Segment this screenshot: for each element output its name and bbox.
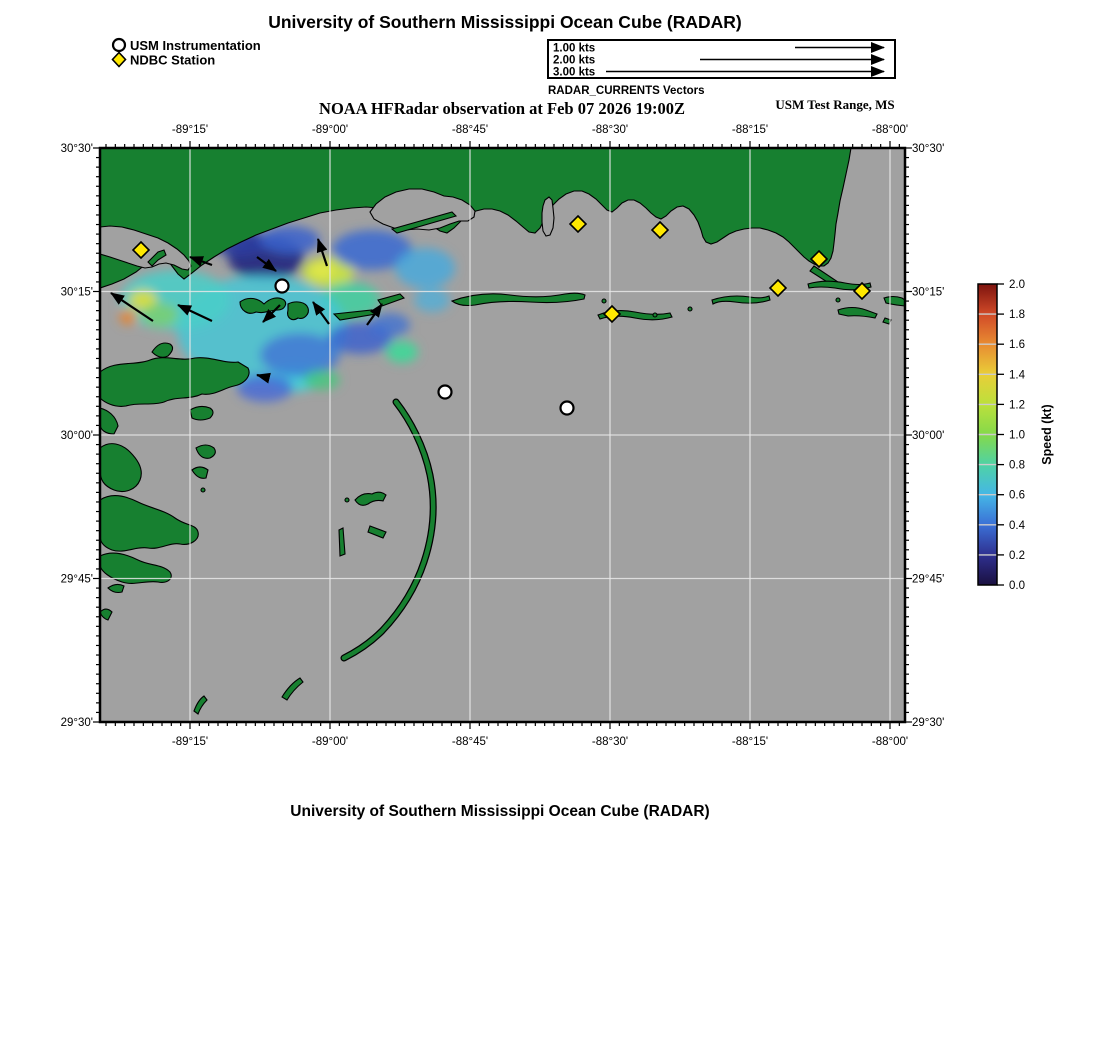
marsh	[190, 406, 213, 420]
y-axis-label-right: 29°45'	[912, 573, 945, 586]
colorbar-tick-label: 0.6	[1009, 489, 1025, 502]
vector-caption: RADAR_CURRENTS Vectors	[548, 85, 705, 97]
islet-dot	[602, 299, 606, 303]
colorbar-tick-label: 2.0	[1009, 279, 1025, 291]
usm-station-marker	[276, 280, 289, 293]
vector-scale-label-2: 2.00 kts	[553, 54, 596, 67]
footer-title: University of Southern Mississippi Ocean Cube (RADAR)	[290, 803, 710, 820]
x-axis-label-top: -88°30'	[591, 124, 629, 136]
x-axis-label-top: -89°00'	[311, 124, 349, 136]
islet-dot	[688, 307, 692, 311]
x-axis-label-bottom: -89°15'	[171, 736, 209, 748]
colorbar-tick-label: 1.0	[1009, 429, 1025, 442]
islet-dot	[836, 298, 840, 302]
islet-dot	[345, 498, 349, 502]
island	[288, 302, 309, 320]
inlet	[542, 197, 554, 236]
y-axis-label-right: 30°30'	[912, 143, 945, 155]
x-axis-label-bottom: -89°00'	[311, 736, 349, 748]
colorbar-tick-label: 1.6	[1009, 339, 1025, 352]
colorbar-tick-label: 0.8	[1009, 459, 1025, 472]
usm-instrumentation-icon	[113, 39, 125, 51]
y-axis-label-left: 30°30'	[60, 143, 93, 155]
colorbar	[978, 279, 1054, 592]
vector-scale-label-3: 3.00 kts	[553, 66, 596, 79]
x-axis-label-bottom: -88°45'	[451, 736, 489, 748]
vector-scale-label-1: 1.00 kts	[553, 42, 596, 55]
x-axis-label-top: -89°15'	[171, 124, 209, 136]
colorbar-tick-label: 1.4	[1009, 369, 1025, 382]
y-axis-label-right: 30°15'	[912, 286, 945, 299]
field-blob	[119, 309, 137, 325]
y-axis-label-left: 30°00'	[60, 430, 93, 442]
test-range-label: USM Test Range, MS	[775, 97, 895, 112]
vector-scale-box	[548, 40, 895, 79]
islet-dot	[653, 313, 657, 317]
x-axis-label-bottom: -88°00'	[871, 736, 909, 748]
observation-subtitle: NOAA HFRadar observation at Feb 07 2026 19:00Z	[319, 99, 685, 118]
colorbar-tick-label: 1.2	[1009, 399, 1025, 412]
usm-legend-label: USM Instrumentation	[130, 38, 261, 53]
x-axis-label-bottom: -88°15'	[731, 736, 769, 748]
colorbar-title: Speed (kt)	[1040, 404, 1054, 465]
islet-dot	[201, 488, 205, 492]
page-title: University of Southern Mississippi Ocean Cube (RADAR)	[268, 12, 742, 32]
y-axis-label-right: 30°00'	[912, 430, 945, 442]
usm-station-marker	[561, 402, 574, 415]
ndbc-station-icon	[113, 53, 126, 67]
field-blob	[395, 248, 455, 288]
field-blob	[260, 333, 340, 377]
colorbar-tick-label: 0.2	[1009, 549, 1025, 562]
field-blob	[386, 341, 418, 363]
x-axis-label-top: -88°15'	[731, 124, 769, 136]
field-blob	[370, 313, 410, 337]
colorbar-tick-label: 0.4	[1009, 519, 1025, 532]
y-axis-label-right: 29°30'	[912, 717, 945, 729]
usm-station-marker	[439, 386, 452, 399]
x-axis-label-top: -88°45'	[451, 124, 489, 136]
field-blob	[304, 370, 340, 390]
y-axis-label-left: 30°15'	[60, 286, 93, 299]
x-axis-label-bottom: -88°30'	[591, 736, 629, 748]
field-blob	[142, 303, 178, 327]
x-axis-label-top: -88°00'	[871, 124, 909, 136]
ndbc-legend-label: NDBC Station	[130, 52, 216, 68]
y-axis-label-left: 29°45'	[60, 573, 93, 586]
y-axis-label-left: 29°30'	[60, 717, 93, 729]
colorbar-tick-label: 1.8	[1009, 309, 1025, 322]
symbol-legend	[113, 38, 261, 68]
colorbar-tick-label: 0.0	[1009, 580, 1025, 592]
